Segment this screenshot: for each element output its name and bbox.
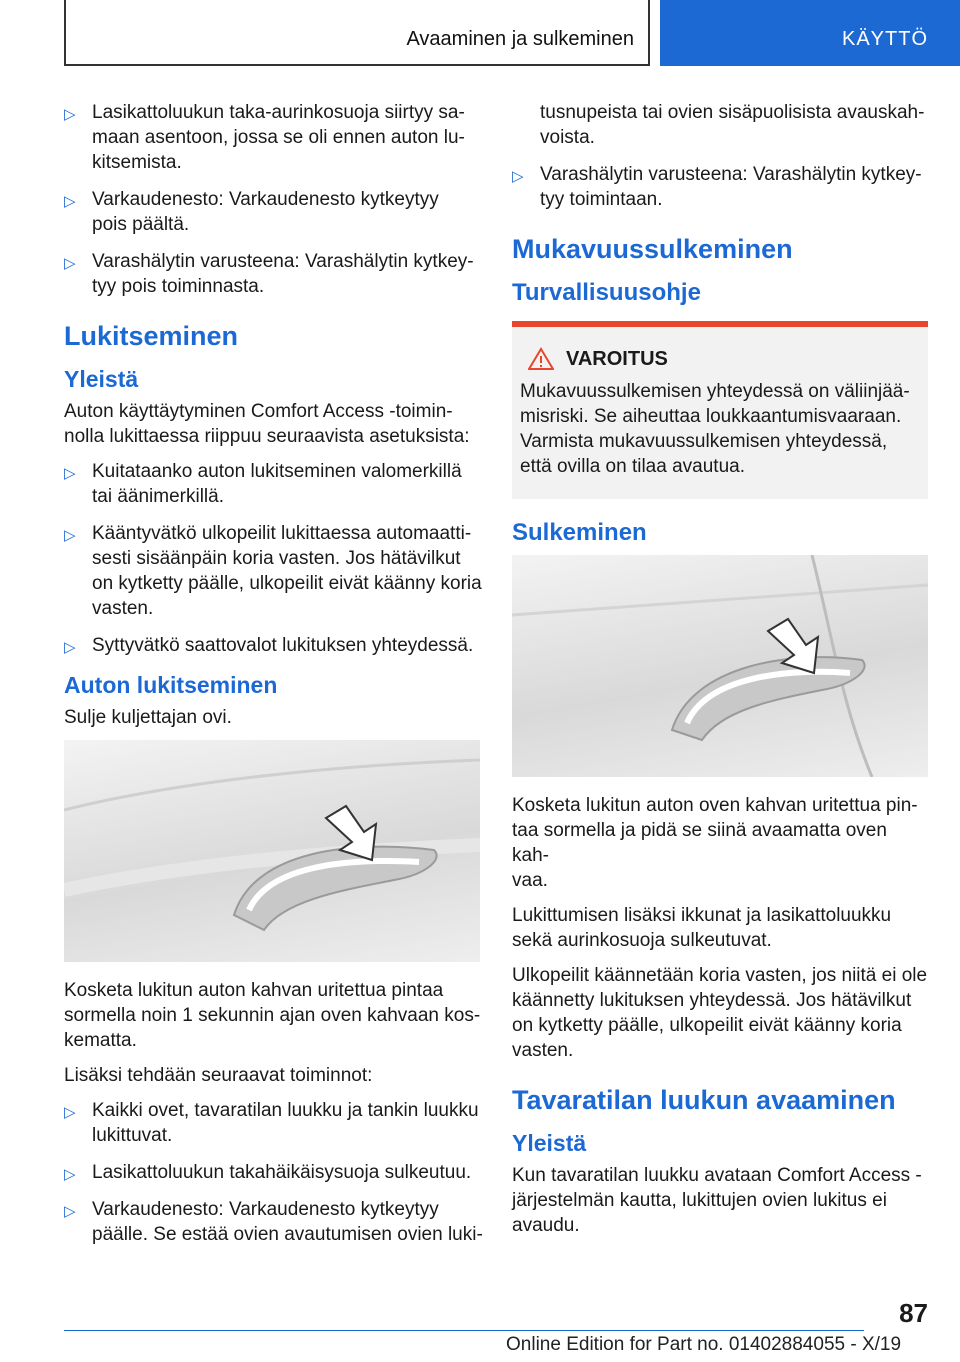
list-item: tusnupeista tai ovien sisäpuolisista avauskah- voista.: [540, 102, 925, 148]
list-item: ▷ Varkaudenesto: Varkaudenesto kytkeytyy pois päältä.: [64, 189, 439, 235]
bullet-list-unlock-effects: [64, 100, 484, 299]
list-item: ▷ Kääntyvätkö ulkopeilit lukittaessa automaatti- sesti sisäänpäin koria vasten. Jos hätävilkut on kytketty päälle, ulkopeilit eivät käänny koria vasten.: [64, 523, 482, 619]
paragraph-yleista: Auton käyttäytyminen Comfort Access -toimin- nolla lukittaessa riippuu seuraavista asetuksista:: [64, 401, 470, 447]
header-section-box: [64, 0, 650, 66]
door-handle-illustration-close: [512, 555, 928, 777]
triangle-bullet-icon: ▷: [512, 168, 524, 185]
page-number: 87: [899, 1298, 928, 1328]
paragraph-kosketa2: Kosketa lukitun auton oven kahvan uritettua pin- taa sormella ja pidä se siinä avaamatta oven kah- vaa.: [512, 795, 918, 891]
heading-tavaratilan-luukku: Tavaratilan luukun avaaminen: [512, 1085, 896, 1115]
triangle-bullet-icon: ▷: [64, 255, 76, 272]
heading-mukavuussulkeminen: Mukavuussulkeminen: [512, 234, 793, 264]
heading-yleista-2: Yleistä: [512, 1130, 587, 1156]
warning-text: Mukavuussulkemisen yhteydessä on väliinjää- misriski. Se aiheuttaa loukkaantumisvaaraan. Varmista mukavuussulkemisen yhteydessä, että ovilla on tilaa avautua.: [520, 381, 910, 477]
paragraph-tavaratila: Kun tavaratilan luukku avataan Comfort Access - järjestelmän kautta, lukittujen ovien lukitus ei avaudu.: [512, 1165, 922, 1236]
heading-lukitseminen: Lukitseminen: [64, 321, 239, 351]
footer-divider: [64, 1330, 864, 1331]
bullet-list-continued: [512, 100, 928, 212]
warning-triangle-icon: [528, 347, 554, 371]
list-item: ▷ Lasikattoluukun takahäikäisysuoja sulkeutuu.: [64, 1160, 484, 1185]
bullet-list-actions: [64, 1098, 484, 1247]
list-item: ▷ Varashälytin varusteena: Varashälytin kytkey- tyy pois toiminnasta.: [64, 251, 474, 297]
warning-box: [512, 321, 928, 499]
left-column: [64, 100, 484, 1259]
triangle-bullet-icon: ▷: [64, 106, 76, 123]
triangle-bullet-icon: ▷: [64, 465, 76, 482]
paragraph-lisaksi: Lisäksi tehdään seuraavat toiminnot:: [64, 1065, 373, 1086]
warning-title: VAROITUS: [566, 347, 668, 370]
paragraph-lukittuminen: Lukittumisen lisäksi ikkunat ja lasikattoluukku sekä aurinkosuoja sulkeutuvat.: [512, 905, 892, 951]
right-column: [512, 100, 928, 1248]
heading-auton-lukitseminen: Auton lukitseminen: [64, 672, 278, 698]
heading-sulkeminen: Sulkeminen: [512, 519, 647, 546]
door-handle-drawing-close: [512, 555, 928, 777]
triangle-bullet-icon: ▷: [64, 639, 76, 656]
header-chapter-tab: [660, 0, 960, 66]
triangle-bullet-icon: ▷: [64, 527, 76, 544]
triangle-bullet-icon: ▷: [64, 1104, 76, 1121]
heading-yleista: Yleistä: [64, 366, 139, 392]
list-item: ▷ Kuitataanko auton lukitseminen valomerkillä tai äänimerkillä.: [64, 461, 462, 507]
paragraph-kosketa: Kosketa lukitun auton kahvan uritettua pintaa sormella noin 1 sekunnin ajan oven kahvaan kos- kematta.: [64, 980, 481, 1051]
list-item: ▷ Lasikattoluukun taka-aurinkosuoja siirtyy sa- maan asentoon, jossa se oli ennen auton lu- kitsemista.: [64, 102, 465, 173]
door-handle-illustration: [64, 740, 480, 962]
heading-turvallisuusohje: Turvallisuusohje: [512, 279, 701, 306]
list-item: ▷ Kaikki ovet, tavaratilan luukku ja tankin luukku lukittuvat.: [64, 1100, 479, 1146]
paragraph-ulkopeilit: Ulkopeilit käännetään koria vasten, jos niitä ei ole käännetty lukituksen yhteydessä. Jos hätävilkut on kytketty päälle, ulkopeilit eivät käänny koria vasten.: [512, 965, 928, 1061]
header-chapter-title: KÄYTTÖ: [841, 28, 928, 50]
paragraph-sulje: Sulje kuljettajan ovi.: [64, 707, 232, 728]
triangle-bullet-icon: ▷: [64, 193, 76, 210]
bullet-list-settings: [64, 459, 484, 658]
list-item: ▷ Varkaudenesto: Varkaudenesto kytkeytyy päälle. Se estää ovien avautumisen ovien luki-: [64, 1199, 483, 1245]
triangle-bullet-icon: ▷: [64, 1203, 76, 1220]
footer-edition: Online Edition for Part no. 01402884055 - X/19: [506, 1334, 902, 1355]
triangle-bullet-icon: ▷: [64, 1166, 76, 1183]
list-item: ▷ Varashälytin varusteena: Varashälytin kytkey- tyy toimintaan.: [512, 164, 922, 210]
list-item: ▷ Syttyvätkö saattovalot lukituksen yhteydessä.: [64, 633, 484, 658]
warning-title-row: [520, 347, 920, 371]
header-section-title: Avaaminen ja sulkeminen: [406, 28, 634, 50]
door-handle-drawing: [64, 740, 480, 962]
